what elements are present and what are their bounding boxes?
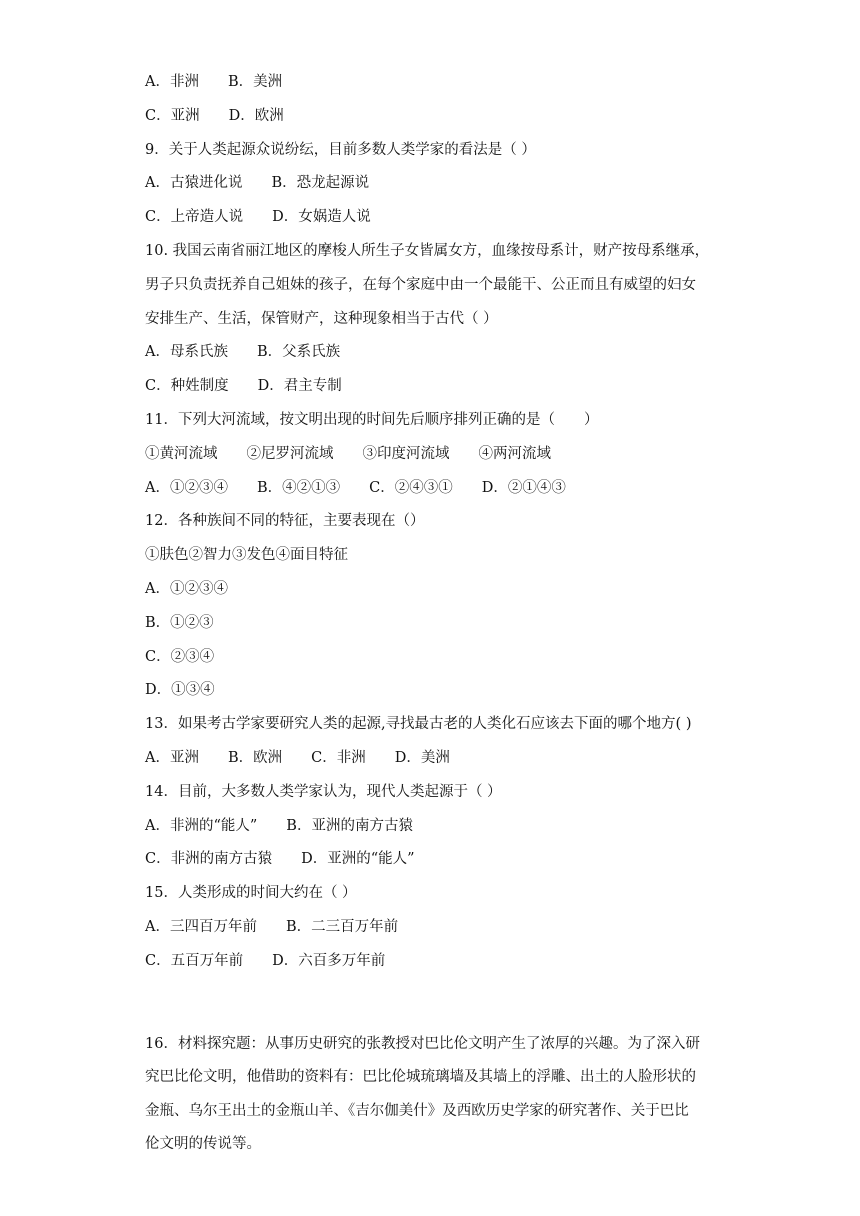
q14-options-row1: A．非洲的“能人” B．亚洲的南方古猿 [145,817,413,834]
q11-options: A．①②③④ B．④②①③ C．②④③① D．②①④③ [145,479,566,496]
q9-options-row2: C．上帝造人说 D．女娲造人说 [145,209,371,226]
q16-material-line2: 究巴比伦文明，他借助的资料有：巴比伦城琉璃墙及其墙上的浮雕、出土的人脸形状的 [145,1069,696,1086]
q13-options: A．亚洲 B．欧洲 C．非洲 D．美洲 [145,749,450,766]
q16-material-line1: 16．材料探究题：从事历史研究的张教授对巴比伦文明产生了浓厚的兴趣。为了深入研 [145,1035,700,1052]
q14-stem: 14．目前，大多数人类学家认为，现代人类起源于（ ） [145,783,502,800]
q15-stem: 15．人类形成的时间大约在（ ） [145,885,357,902]
q10-stem-line2: 男子只负责抚养自己姐妹的孩子，在每个家庭中由一个最能干、公正而且有威望的妇女 [145,276,696,293]
q12-stem: 12．各种族间不同的特征，主要表现在（） [145,513,425,530]
q14-options-row2: C．非洲的南方古猿 D．亚洲的“能人” [145,851,415,868]
q13-stem: 13．如果考古学家要研究人类的起源,寻找最古老的人类化石应该去下面的哪个地方( ) [145,716,692,733]
q15-options-row2: C．五百万年前 D．六百多万年前 [145,952,386,969]
section-spacer [145,979,725,1028]
q9-options-row1: A．古猿进化说 B．恐龙起源说 [145,175,370,192]
q12-items: ①肤色②智力③发色④面目特征 [145,547,348,564]
exam-content [145,66,725,1162]
q12-option-d: D．①③④ [145,682,215,699]
q10-options-row1: A．母系氏族 B．父系氏族 [145,344,341,361]
q12-option-b: B．①②③ [145,614,214,631]
q12-option-c: C．②③④ [145,648,215,665]
q15-options-row1: A．三四百万年前 B．二三百万年前 [145,918,399,935]
q12-option-a: A．①②③④ [145,580,228,597]
q8-options-row2: C．亚洲 D．欧洲 [145,107,284,124]
q11-items: ①黄河流域 ②尼罗河流域 ③印度河流域 ④两河流域 [145,445,551,462]
q8-options-row1: A．非洲 B．美洲 [145,74,283,90]
q11-stem: 11．下列大河流域，按文明出现的时间先后顺序排列正确的是（ ） [145,411,599,428]
q10-stem-line1: 10. 我国云南省丽江地区的摩梭人所生子女皆属女方，血缘按母系计，财产按母系继承， [145,242,710,259]
q10-options-row2: C．种姓制度 D．君主专制 [145,378,342,395]
q9-stem: 9．关于人类起源众说纷纭，目前多数人类学家的看法是（ ） [145,141,536,158]
q16-material-line3: 金瓶、乌尔王出土的金瓶山羊、《吉尔伽美什》及西欧历史学家的研究著作、关于巴比 [145,1102,689,1119]
q10-stem-line3: 安排生产、生活，保管财产，这种现象相当于古代（ ） [145,310,498,327]
q16-material-line4: 伦文明的传说等。 [145,1136,261,1153]
